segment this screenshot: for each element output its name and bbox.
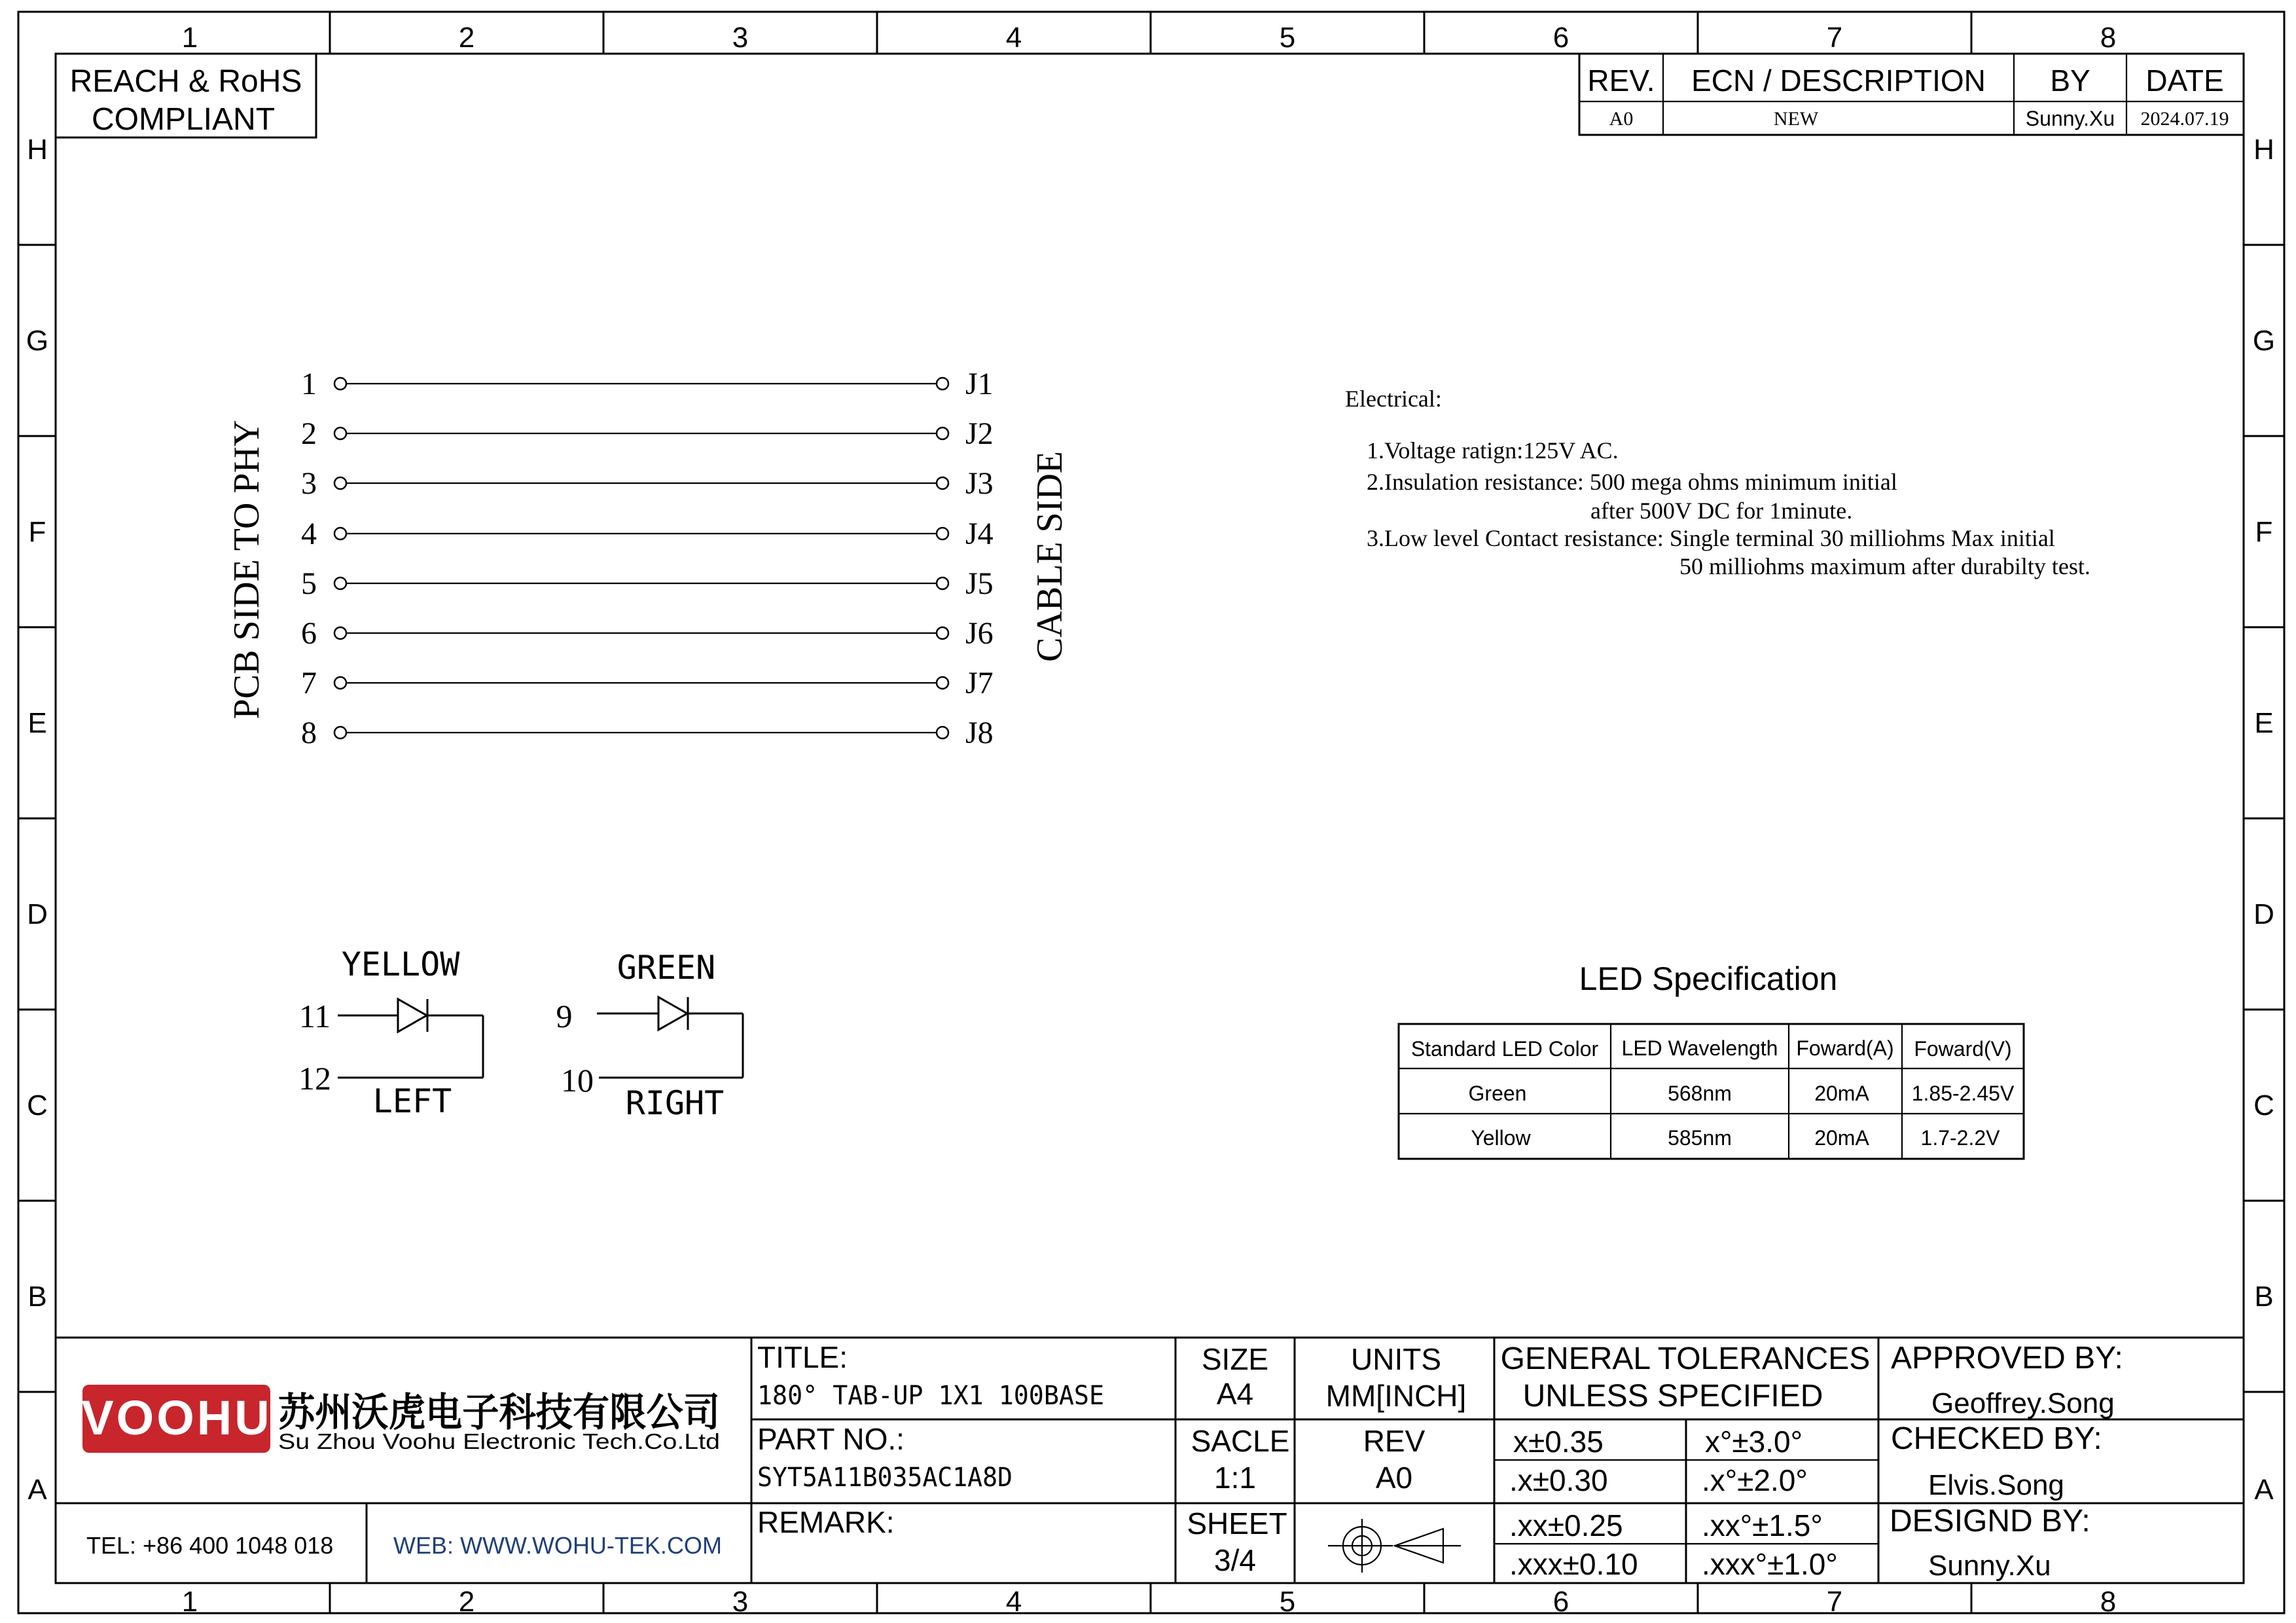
title-value: 180° TAB-UP 1X1 100BASE (757, 1381, 1104, 1411)
company-name-en: Su Zhou Voohu Electronic Tech.Co.Ltd (278, 1429, 720, 1453)
col-label: 7 (1826, 1586, 1843, 1618)
tolerance-heading-1: GENERAL TOLERANCES (1500, 1341, 1871, 1376)
remark-label: REMARK: (757, 1505, 895, 1539)
col-label: 1 (181, 1586, 198, 1618)
pin-label-left: 5 (301, 566, 317, 601)
led-spec-header: Standard LED Color (1410, 1037, 1599, 1061)
col-label: 8 (2100, 1586, 2117, 1618)
pin-label-left: 6 (301, 616, 317, 651)
approved-label: APPROVED BY: (1891, 1341, 2123, 1376)
tolerance-angular: .xxx°±1.0° (1702, 1547, 1838, 1581)
title-label: TITLE: (757, 1340, 848, 1374)
part-value: SYT5A11B035AC1A8D (757, 1463, 1013, 1493)
sheet-label: SHEET (1187, 1506, 1287, 1541)
row-label: G (2252, 325, 2276, 357)
column-labels-top (182, 22, 2116, 54)
third-angle-projection-icon (1328, 1519, 1461, 1573)
col-label: 2 (458, 22, 475, 54)
rev-value: A0 (1609, 108, 1634, 130)
row-label: G (26, 325, 49, 357)
tolerance-heading-2: UNLESS SPECIFIED (1522, 1379, 1823, 1413)
row-label: B (27, 1281, 47, 1313)
wiring-schematic (226, 367, 1070, 750)
by-value: Sunny.Xu (2025, 107, 2115, 130)
terminal-circle-icon (937, 727, 948, 739)
row-label: F (2255, 516, 2273, 548)
scale-value: 1:1 (1214, 1461, 1256, 1495)
electrical-notes (1345, 386, 2090, 579)
tolerance-linear: .xx±0.25 (1509, 1508, 1623, 1542)
led-spec-header: LED Wavelength (1621, 1036, 1778, 1060)
col-label: 3 (732, 22, 749, 54)
led-spec-header: Foward(V) (1914, 1037, 2012, 1061)
led-pin-label: 12 (298, 1060, 331, 1097)
col-label: 4 (1005, 22, 1022, 54)
scale-label: SACLE (1191, 1424, 1290, 1458)
tolerance-linear: .x±0.30 (1509, 1463, 1608, 1497)
company-tel: TEL: +86 400 1048 018 (86, 1532, 334, 1559)
tolerance-linear: x±0.35 (1513, 1425, 1604, 1459)
electrical-line: 2.Insulation resistance: 500 mega ohms minimum initial (1367, 469, 1897, 495)
electrical-line: 3.Low level Contact resistance: Single terminal 30 milliohms Max initial (1367, 525, 2055, 551)
pin-label-left: 1 (301, 367, 317, 401)
led-spec-cell: 585nm (1668, 1126, 1732, 1150)
tolerance-angular: .x°±2.0° (1702, 1463, 1808, 1497)
row-label: E (2254, 707, 2274, 739)
led-spec-cell: Green (1468, 1082, 1527, 1105)
pin-label-left: 3 (301, 466, 317, 501)
led-side-label: LEFT (372, 1082, 452, 1120)
led-spec-cell: 20mA (1814, 1126, 1869, 1150)
pcb-side-label: PCB SIDE TO PHY (226, 420, 267, 720)
title-block (56, 1338, 2244, 1583)
pin-label-left: 4 (301, 517, 317, 551)
electrical-line: 1.Voltage ratign:125V AC. (1367, 437, 1619, 464)
col-label: 6 (1552, 1586, 1570, 1618)
cable-side-label: CABLE SIDE (1030, 451, 1070, 662)
terminal-circle-icon (334, 627, 346, 639)
col-label: 7 (1826, 22, 1843, 54)
led-spec-cell: 1.85-2.45V (1911, 1082, 2015, 1105)
terminal-circle-icon (334, 378, 346, 390)
col-label: 5 (1279, 22, 1296, 54)
col-label: 3 (732, 1586, 749, 1618)
terminal-circle-icon (937, 378, 948, 390)
terminal-circle-icon (937, 428, 948, 439)
diode-symbol-icon (398, 999, 427, 1032)
rev-header: REV. (1587, 64, 1655, 98)
part-label: PART NO.: (757, 1422, 905, 1456)
col-label: 4 (1005, 1586, 1022, 1618)
terminal-circle-icon (937, 477, 948, 489)
led-pin-label: 10 (561, 1062, 594, 1099)
units-value: MM[INCH] (1325, 1379, 1467, 1413)
row-label: H (2253, 134, 2274, 166)
date-value: 2024.07.19 (2140, 108, 2229, 130)
terminal-circle-icon (334, 727, 346, 739)
pin-label-right: J3 (965, 466, 994, 501)
led-spec-table (1399, 960, 2024, 1159)
pin-label-right: J2 (965, 416, 994, 451)
row-label: B (2254, 1281, 2274, 1313)
row-label: C (2253, 1089, 2274, 1122)
led-color-label: YELLOW (341, 945, 460, 983)
terminal-circle-icon (937, 677, 948, 689)
sheet-value: 3/4 (1214, 1543, 1256, 1577)
pin-label-right: J8 (965, 716, 994, 750)
col-label: 2 (458, 1586, 475, 1618)
led-right-green (556, 949, 744, 1122)
led-left-yellow (298, 945, 483, 1120)
size-label: SIZE (1201, 1342, 1269, 1376)
row-label: F (28, 516, 46, 548)
rev-label: REV (1363, 1424, 1426, 1458)
tolerance-linear: .xxx±0.10 (1509, 1547, 1638, 1581)
row-labels-right (2253, 134, 2275, 1506)
col-label: 8 (2100, 22, 2117, 54)
led-color-label: GREEN (617, 949, 716, 987)
electrical-line: 50 milliohms maximum after durabilty test. (1679, 553, 2090, 579)
pin-label-right: J4 (965, 517, 994, 551)
row-label: H (27, 134, 48, 166)
terminal-circle-icon (937, 528, 948, 539)
terminal-circle-icon (334, 677, 346, 689)
size-value: A4 (1216, 1377, 1254, 1411)
pin-label-right: J6 (965, 616, 994, 651)
pin-label-left: 2 (301, 416, 317, 451)
row-label: D (27, 898, 48, 930)
led-spec-cell: Yellow (1471, 1126, 1531, 1150)
date-header: DATE (2145, 64, 2224, 98)
pin-label-left: 8 (301, 716, 317, 750)
by-header: BY (2050, 64, 2090, 98)
pin-label-left: 7 (301, 666, 317, 701)
terminal-circle-icon (937, 627, 948, 639)
company-name-cn: 苏州沃虎电子科技有限公司 (278, 1391, 720, 1434)
diode-symbol-icon (658, 997, 687, 1030)
led-spec-cell: 20mA (1814, 1082, 1869, 1105)
led-spec-cell: 568nm (1668, 1082, 1732, 1105)
led-spec-header: Foward(A) (1796, 1036, 1894, 1060)
compliance-line-1: REACH & RoHS (69, 64, 302, 99)
ecn-header: ECN / DESCRIPTION (1691, 64, 1986, 98)
led-pin-label: 11 (298, 998, 331, 1034)
terminal-circle-icon (334, 477, 346, 489)
company-web: WEB: WWW.WOHU-TEK.COM (393, 1532, 722, 1559)
terminal-circle-icon (334, 577, 346, 589)
electrical-line: after 500V DC for 1minute. (1590, 498, 1853, 524)
compliance-line-2: COMPLIANT (91, 102, 276, 137)
col-label: 1 (181, 22, 198, 54)
revision-table (1579, 54, 2244, 135)
tolerance-angular: .xx°±1.5° (1702, 1508, 1823, 1542)
pin-label-right: J1 (965, 367, 994, 401)
col-label: 6 (1552, 22, 1570, 54)
tolerance-angular: x°±3.0° (1705, 1425, 1803, 1459)
checked-value: Elvis.Song (1928, 1469, 2064, 1501)
rev-value-block: A0 (1375, 1461, 1413, 1495)
terminal-circle-icon (334, 528, 346, 539)
electrical-heading: Electrical: (1345, 386, 1442, 412)
terminal-circle-icon (334, 428, 346, 439)
logo-text: VOOHU (81, 1391, 272, 1445)
row-label: A (27, 1474, 47, 1506)
row-label: E (27, 707, 47, 739)
checked-label: CHECKED BY: (1891, 1421, 2102, 1456)
led-side-label: RIGHT (625, 1084, 725, 1122)
compliance-box (56, 54, 316, 137)
pin-label-right: J7 (965, 666, 994, 701)
row-label: D (2253, 898, 2274, 930)
led-pin-label: 9 (556, 998, 573, 1034)
approved-value: Geoffrey.Song (1931, 1387, 2115, 1419)
designed-value: Sunny.Xu (1928, 1550, 2051, 1582)
led-spec-cell: 1.7-2.2V (1920, 1126, 2000, 1150)
pin-label-right: J5 (965, 566, 994, 601)
col-label: 5 (1279, 1586, 1296, 1618)
company-logo (81, 1385, 272, 1453)
ecn-value: NEW (1773, 108, 1819, 130)
units-label: UNITS (1351, 1342, 1441, 1376)
row-label: A (2254, 1474, 2274, 1506)
terminal-circle-icon (937, 577, 948, 589)
led-spec-title: LED Specification (1579, 960, 1838, 997)
row-label: C (27, 1089, 48, 1122)
row-labels-left (26, 134, 48, 1506)
designed-label: DESIGND BY: (1890, 1504, 2090, 1539)
